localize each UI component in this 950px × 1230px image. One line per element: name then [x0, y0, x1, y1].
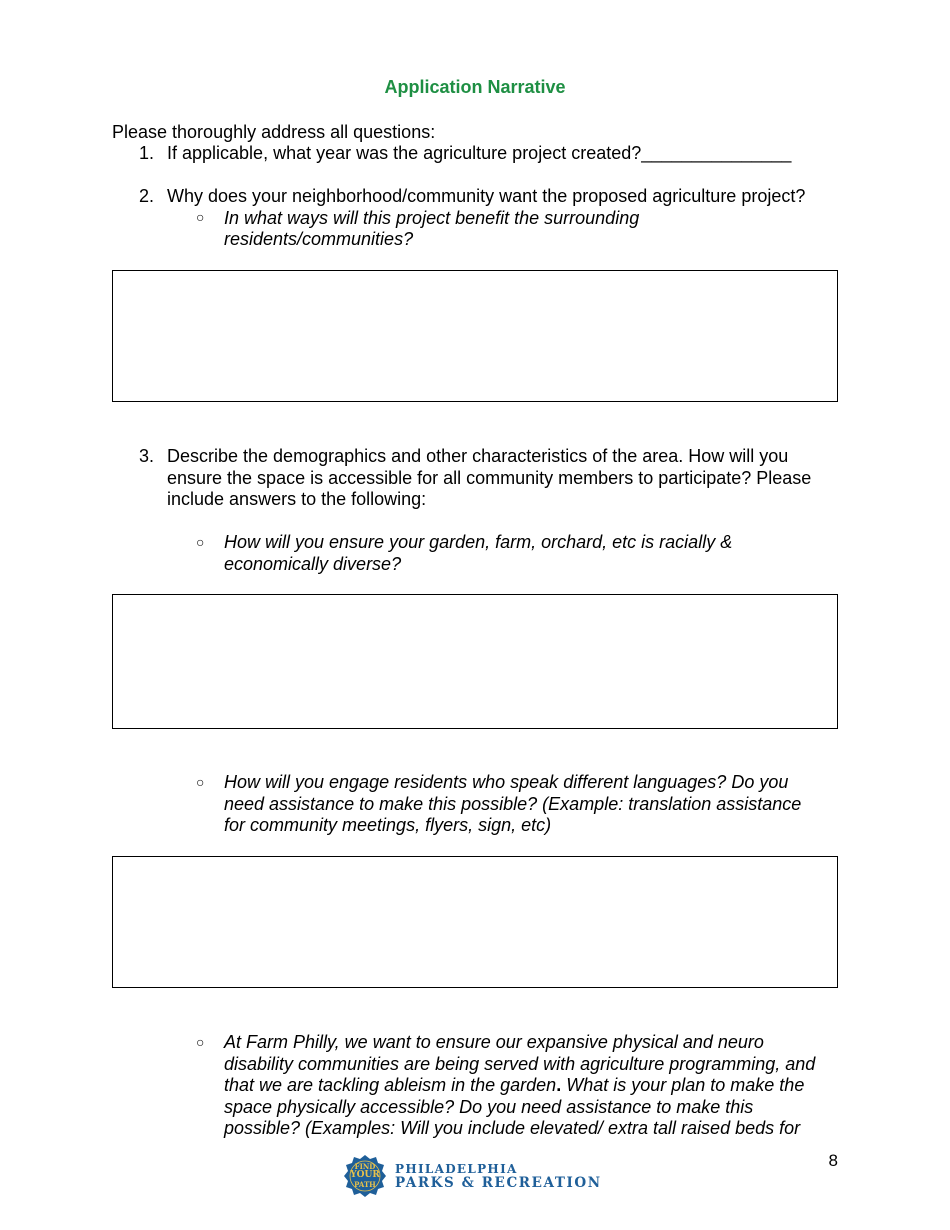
q3-sub2-line2: need assistance to make this possible? (Example: translation assistance [224, 794, 802, 814]
badge-line3: PATH [354, 1180, 376, 1189]
q3-sub3-line3-period: . [556, 1075, 562, 1095]
q3-sub2-line3: for community meetings, flyers, sign, etc) [224, 815, 552, 835]
q2-answer-box[interactable] [112, 270, 838, 402]
org-name-line1: PHILADELPHIA [395, 1162, 518, 1176]
q3-line1: Describe the demographics and other characteristics of the area. How will you [167, 446, 789, 466]
q3-sub3-line3 [224, 1075, 804, 1097]
q3-sub3-line5: possible? (Examples: Will you include elevated/ extra tall raised beds for [224, 1118, 801, 1138]
q3-sub1-line2: economically diverse? [224, 554, 402, 574]
q1-number: 1. [139, 143, 155, 163]
parks-recreation-logo [343, 1154, 613, 1200]
q3-line3: include answers to the following: [167, 489, 427, 509]
q2-sub1-line1: In what ways will this project benefit the surrounding [224, 208, 640, 228]
badge-line2: YOUR [350, 1170, 380, 1180]
badge-line1: FIND [354, 1162, 376, 1171]
q3-sub2-answer-box[interactable] [112, 856, 838, 988]
q3-sub3-line3-part2: What is your plan to make the [561, 1075, 805, 1095]
page-number: 8 [828, 1151, 838, 1170]
bullet-icon: ○ [196, 1034, 205, 1050]
q2-sub1-line2: residents/communities? [224, 229, 414, 249]
intro-text: Please thoroughly address all questions: [112, 122, 436, 142]
q3-sub1-line1: How will you ensure your garden, farm, orchard, etc is racially & [224, 532, 733, 552]
q3-sub3-line4: space physically accessible? Do you need assistance to make this [224, 1097, 754, 1117]
q2-number: 2. [139, 186, 155, 206]
q3-sub3-line1: At Farm Philly, we want to ensure our expansive physical and neuro [224, 1032, 764, 1052]
q3-number: 3. [139, 446, 155, 466]
bullet-icon: ○ [196, 534, 205, 550]
q1-text: If applicable, what year was the agriculture project created?_______________ [167, 143, 792, 163]
bullet-icon: ○ [196, 209, 205, 225]
bullet-icon: ○ [196, 774, 205, 790]
q3-sub3-line3-part1: that we are tackling ableism in the garden [224, 1075, 557, 1095]
q3-sub1-answer-box[interactable] [112, 594, 838, 729]
q3-sub2-line1: How will you engage residents who speak different languages? Do you [224, 772, 789, 792]
badge-text [343, 1162, 387, 1189]
page-title: Application Narrative [384, 77, 566, 97]
q3-line2: ensure the space is accessible for all community members to participate? Please [167, 468, 812, 488]
org-name-line2: PARKS & RECREATION [395, 1175, 602, 1191]
q2-text: Why does your neighborhood/community want the proposed agriculture project? [167, 186, 806, 206]
q3-sub3-line2: disability communities are being served with agriculture programming, and [224, 1054, 816, 1074]
